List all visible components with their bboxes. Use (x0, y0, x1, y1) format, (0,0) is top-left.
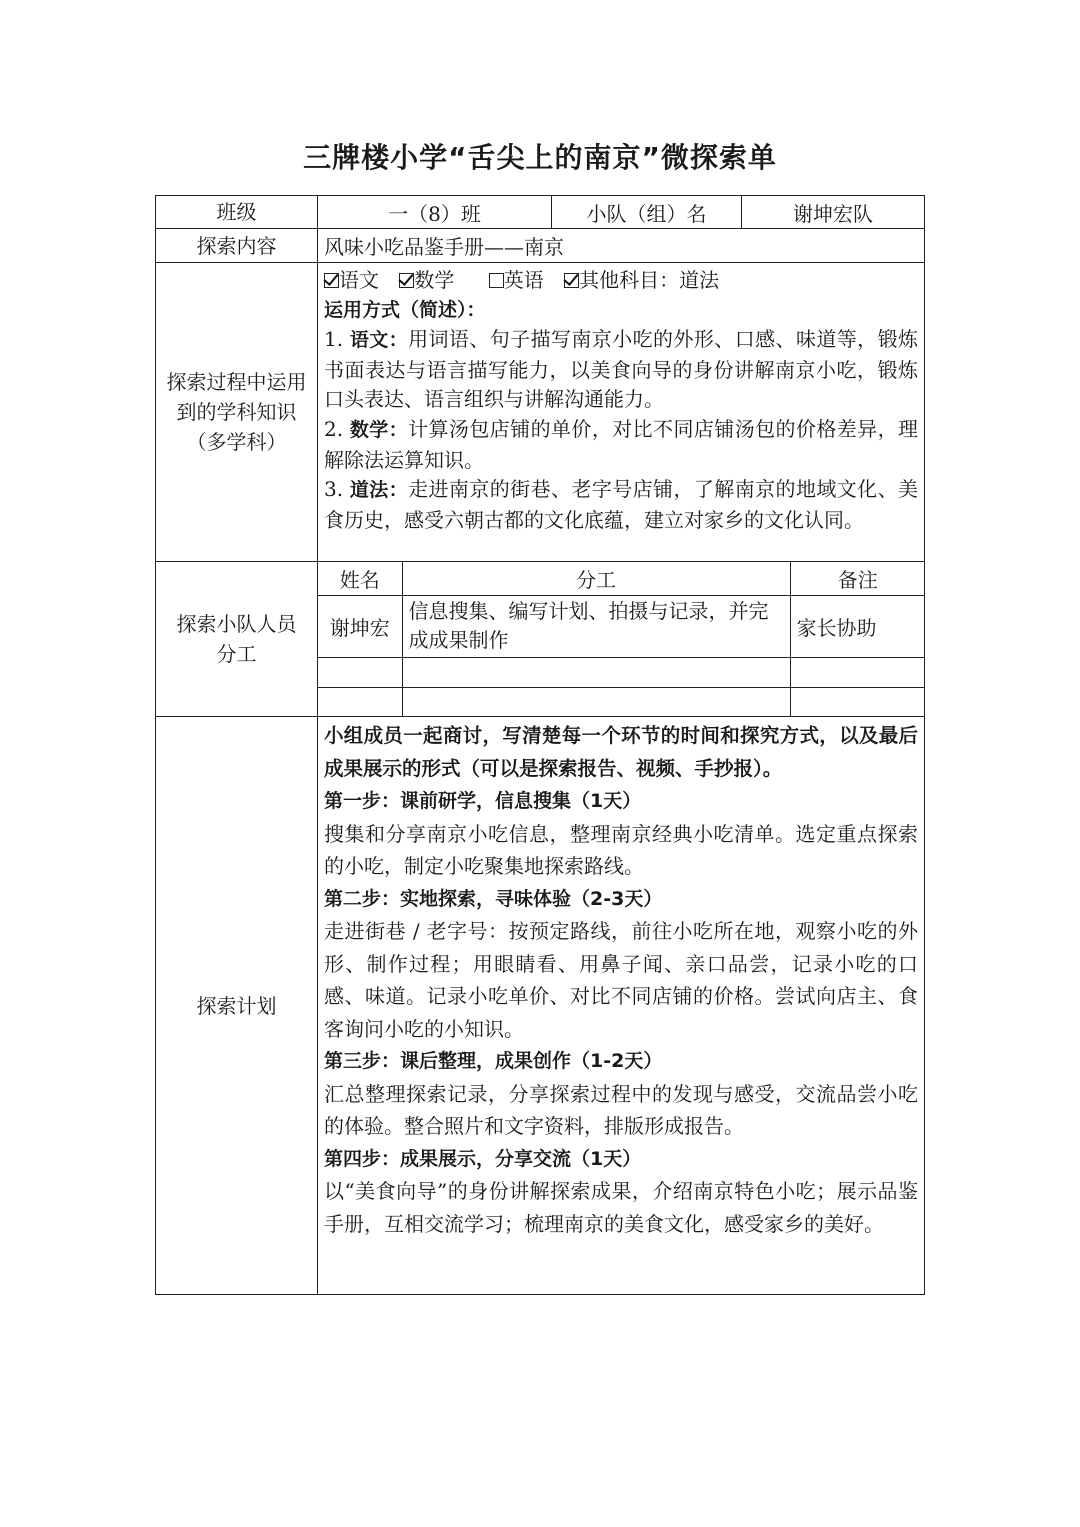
member-name (318, 687, 402, 716)
checkbox-checked-icon (399, 273, 414, 288)
member-note (790, 687, 925, 716)
checkbox-empty-icon (489, 273, 504, 288)
content-label: 探索内容 (156, 229, 318, 263)
team-table (318, 562, 925, 716)
member-task (402, 687, 790, 716)
table-row (318, 657, 925, 687)
team-name-value: 谢坤宏队 (742, 196, 925, 229)
method-item-chinese: 1. 语文：用词语、句子描写南京小吃的外形、口感、味道等，锻炼书面表达与语言描写能力，以美食向导的身份讲解南京小吃，锻炼口头表达、语言组织与讲解沟通能力。 (324, 327, 919, 412)
subject-option-chinese: 语文 (324, 268, 379, 292)
plan-step-title: 第二步：实地探索，寻味体验（2-3天） (324, 887, 663, 910)
class-row (156, 196, 925, 229)
subject-checklist (324, 266, 918, 296)
team-label: 探索小队人员分工 (156, 562, 318, 717)
table-row (318, 687, 925, 716)
content-value: 风味小吃品鉴手册——南京 (318, 229, 925, 263)
plan-row (156, 717, 925, 1295)
member-task: 信息搜集、编写计划、拍摄与记录，并完成成果制作 (402, 595, 790, 657)
team-name-label: 小队（组）名 (552, 196, 742, 229)
plan-step-title: 第一步：课前研学，信息搜集（1天） (324, 790, 642, 812)
team-row (156, 562, 925, 717)
member-note: 家长协助 (790, 595, 925, 657)
subject-option-math: 数学 (399, 268, 454, 292)
team-table-cell (318, 562, 925, 717)
method-item-math: 2. 数学：计算汤包店铺的单价，对比不同店铺汤包的价格差异，理解除法运算知识。 (324, 416, 919, 472)
method-heading: 运用方式（简述）： (324, 298, 486, 321)
plan-step-title: 第三步：课后整理，成果创作（1-2天） (324, 1050, 663, 1072)
plan-step-text: 搜集和分享南京小吃信息，整理南京经典小吃清单。选定重点探索的小吃，制定小吃聚集地探索路线。 (324, 821, 919, 878)
plan-step-text: 走进街巷 / 老字号：按预定路线，前往小吃所在地，观察小吃的外形、制作过程；用眼睛看、用鼻子闻、亲口品尝，记录小吃的口感、味道。记录小吃单价、对比不同店铺的价格。尝试向店主、食客询问小吃的小知识。 (324, 919, 919, 1041)
plan-step-text: 以“美食向导”的身份讲解探索成果，介绍南京特色小吃；展示品鉴手册，互相交流学习；梳理南京的美食文化，感受家乡的美好。 (324, 1179, 919, 1236)
plan-label: 探索计划 (156, 717, 318, 1295)
method-item-ethics: 3. 道法：走进南京的街巷、老字号店铺，了解南京的地域文化、美食历史，感受六朝古都的文化底蕴，建立对家乡的文化认同。 (324, 477, 919, 532)
team-header-row (318, 562, 925, 595)
team-header-task: 分工 (402, 562, 790, 595)
plan-step-title: 第四步：成果展示，分享交流（1天） (324, 1147, 642, 1170)
knowledge-label: 探索过程中运用到的学科知识（多学科） (156, 263, 318, 562)
plan-content (318, 717, 925, 1295)
class-label: 班级 (156, 196, 318, 229)
knowledge-content (318, 263, 925, 562)
exploration-form-table (155, 195, 925, 1295)
team-header-name: 姓名 (318, 562, 402, 595)
member-note (790, 657, 925, 687)
member-name (318, 657, 402, 687)
class-value: 一（8）班 (318, 196, 552, 229)
checkbox-checked-icon (324, 273, 339, 288)
table-row (318, 595, 925, 657)
checkbox-checked-icon (564, 273, 579, 288)
knowledge-row (156, 263, 925, 562)
member-name: 谢坤宏 (318, 595, 402, 657)
team-header-note: 备注 (790, 562, 925, 595)
member-task (402, 657, 790, 687)
content-row (156, 229, 925, 263)
subject-option-english: 英语 (489, 268, 544, 292)
plan-step-text: 汇总整理探索记录，分享探索过程中的发现与感受，交流品尝小吃的体验。整合照片和文字资料，排版形成报告。 (324, 1081, 919, 1138)
subject-option-other: 其他科目：道法 (564, 268, 719, 292)
page-title: 三牌楼小学“舌尖上的南京”微探索单 (303, 141, 777, 174)
plan-intro: 小组成员一起商讨，写清楚每一个环节的时间和探究方式，以及最后成果展示的形式（可以是探索报告、视频、手抄报）。 (324, 724, 919, 780)
